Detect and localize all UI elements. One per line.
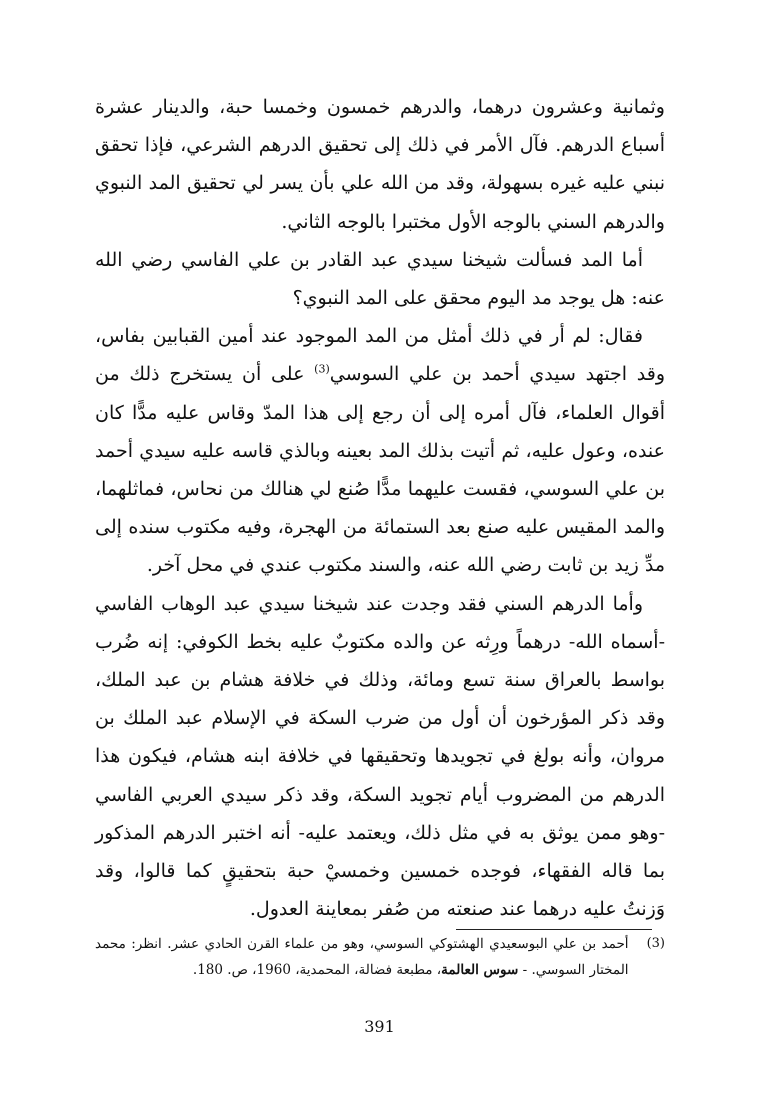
footnote-text-b: ، مطبعة فضالة، المحمدية، 1960، ص. 180.: [192, 962, 442, 978]
paragraph-4: وأما الدرهم السني فقد وجدت عند شيخنا سيدي عبد الوهاب الفاسي -أسماه الله- درهماً ورِثه عن والده مكتوبٌ عليه بخط الكوفي: إنه ضُرب بواسط بالعراق سنة تسع ومائة، وذلك في خلافة هشام بن عبد الملك، وقد ذكر المؤرخون أن أول من ضرب السكة في الإسلام عبد الملك بن مروان، وأنه بولغ في تجويدها وتحقيقها في خلافة ابنه هشام، فيكون هذا الدرهم من المضروب أيام تجويد السكة، وقد ذكر سيدي العربي الفاسي -وهو ممن يوثق به في مثل ذلك، ويعتمد عليه- أنه اختبر الدرهم المذكور بما قاله الفقهاء، فوجده خمسين وخمسيْ حبة بتحقيقٍ كما قالوا، وقد وَزنتُ عليه درهما عند صنعته من صُفر بمعاينة العدول.: [95, 592, 665, 921]
paragraph-2: أما المد فسألت شيخنا سيدي عبد القادر بن علي الفاسي رضي الله عنه: هل يوجد مد اليوم محقق على المد النبوي؟: [95, 248, 665, 310]
paragraph-1: وثمانية وعشرون درهما، والدرهم خمسون وخمسا حبة، والدينار عشرة أسباع الدرهم. فآل الأمر في ذلك إلى تحقيق الدرهم الشرعي، فإذا تحقق نبني عليه غيره بسهولة، وقد من الله علي بأن يسر لي تحقيق المد النبوي والدرهم السني بالوجه الأول مختبرا بالوجه الثاني.: [95, 96, 665, 233]
footnote-text-a: أحمد بن علي البوسعيدي الهشتوكي السوسي، وهو من علماء القرن الحادي عشر. انظر: محمد المختار السوسي. -: [95, 936, 629, 978]
main-text: [95, 88, 665, 928]
paragraph-3-part-a: فقال: لم أر في ذلك أمثل من المد الموجود عند أمين القبابين بفاس، وقد اجتهد سيدي أحمد بن علي السوسي: [95, 325, 665, 386]
footnote-reference[interactable]: (3): [314, 363, 330, 377]
footnote-book-title: سوس العالمة: [441, 962, 519, 978]
paragraph-3: [95, 317, 665, 584]
footnote-divider: [456, 929, 652, 930]
page-number: 391: [364, 1017, 395, 1036]
paragraph-3-part-b: على أن يستخرج ذلك من أقوال العلماء، فآل أمره إلى أن رجع إلى هذا المدّ وقاس عليه مدًّا كان عنده، وعول عليه، ثم أتيت بذلك المد بعينه وبالذي قاسه عليه سيدي أحمد بن علي السوسي، فقست عليهما مدًّا صُنع لي هنالك من نحاس، فماثلهما، والمد المقيس عليه صنع بعد الستمائة من الهجرة، وفيه مكتوب سنده إلى مدِّ زيد بن ثابت رضي الله عنه، والسند مكتوب عندي في محل آخر.: [95, 363, 665, 577]
footnote-marker: (3): [646, 936, 665, 951]
footnote: [95, 931, 665, 983]
footnote-text: [95, 931, 629, 983]
